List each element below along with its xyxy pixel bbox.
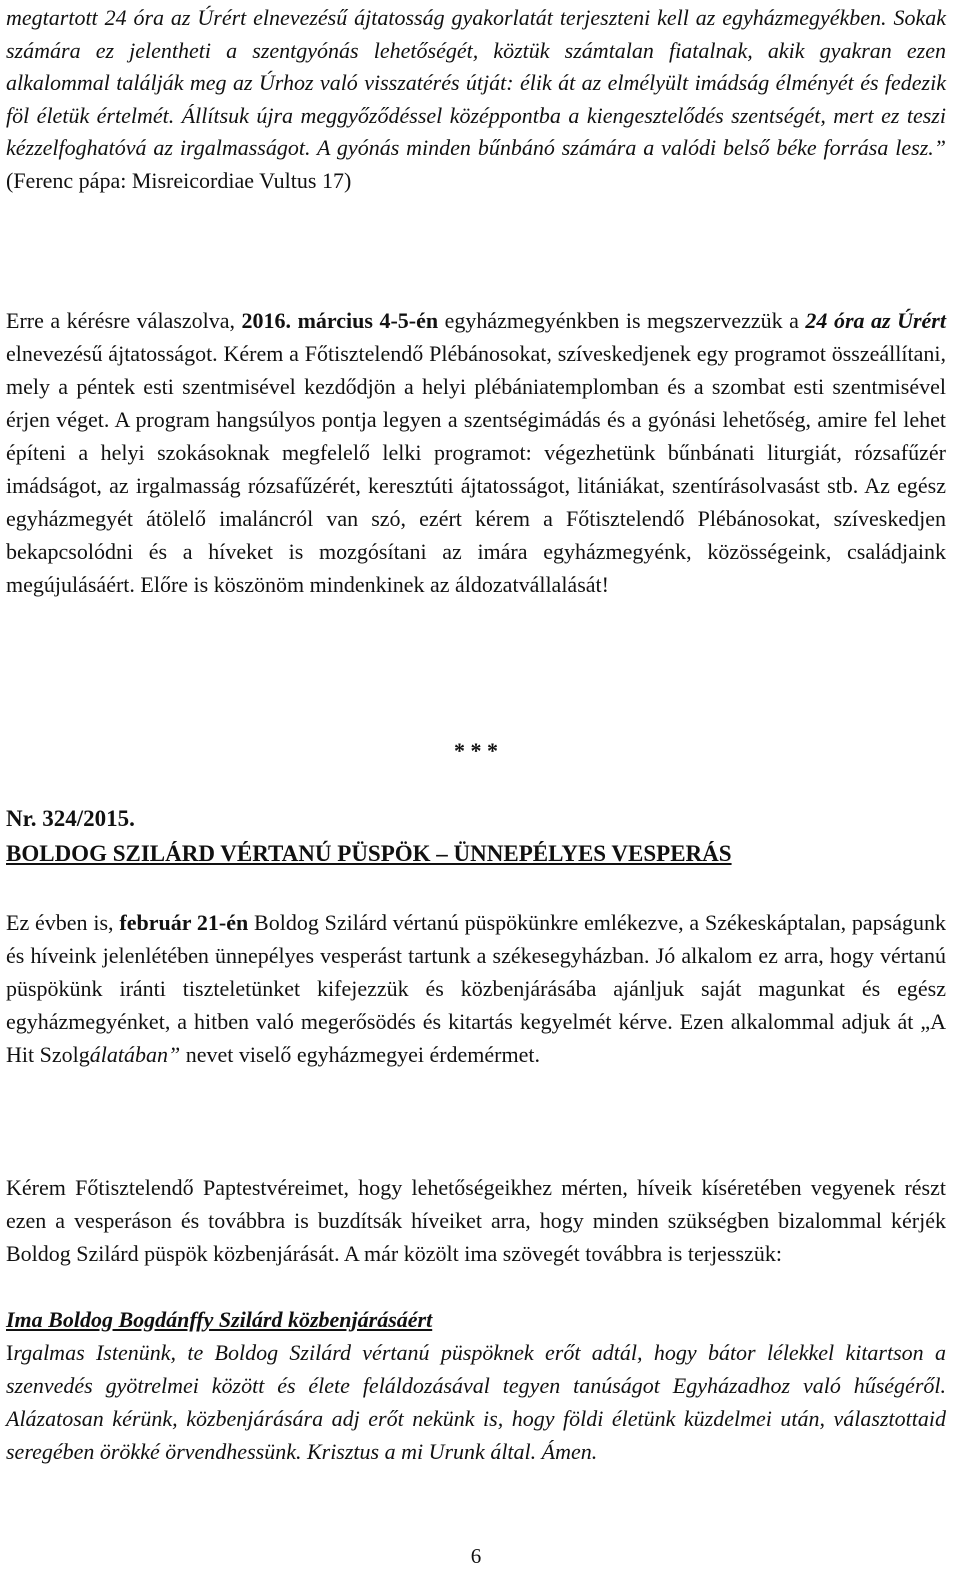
prayer-body: rgalmas Istenünk, te Boldog Szilárd vértanú püspöknek erőt adtál, hogy bátor lélekkel kitartson a szenvedés gyötrelmei között és élete feláldozásával tegyen tanúságot Egyházadhoz való hűségéről. Alázatosan kérünk, közbenjárására adj erőt nekünk is, hogy földi életünk küzdelmei után, választottaid seregében örökké örvendhessünk. Krisztus a mi Urunk által. Ámen. [6, 1340, 946, 1464]
intro-citation: (Ferenc pápa: Misreicordiae Vultus 17) [6, 167, 352, 193]
request-text-3: elnevezésű ájtatosságot. Kérem a Főtisztelendő Plébánosokat, szíveskedjenek egy programot összeállítani, mely a péntek esti szentmisével kezdődjön a helyi plébániatemplomban és a szombat esti szentmisével érjen véget. A program hangsúlyos pontja legyen a szentségimádás és a gyónási lehetőség, amire fel lehet építeni a helyi szokásoknak megfelelő lelki programot: végezhetünk bűnbánati liturgiát, rózsafűzér imádságot, az irgalmasság rózsafűzérét, keresztúti ájtatosságot, litániákat, szentírásolvasást stb. Az egész egyházmegyét átölelő imaláncról van szó, ezért kérem a Főtisztelendő Plébánosokat, szíveskedjen bekapcsolódni és a híveket is mozgósítani az imára egyházmegyénk, közösségeink, családjaink megújulásáért. Előre is köszönöm mindenkinek az áldozatvállalását! [6, 341, 946, 597]
award-name-plain: „A Hit Szolg [6, 1009, 946, 1067]
priests-text: Kérem Főtisztelendő Paptestvéreimet, hogy lehetőségeikhez mérten, híveik kíséretében vegyenek részt ezen a vesperáson és továbbra is buzdítsák híveiket arra, hogy minden szükségben bizalommal kérjék Boldog Szilárd püspök közbenjárását. A már közölt ima szövegét továbbra is terjesszük: [6, 1175, 946, 1266]
prayer-text [6, 1336, 946, 1468]
section-number-text: Nr. 324/2015. [6, 806, 135, 831]
vespers-paragraph [6, 906, 946, 1071]
request-paragraph [6, 304, 946, 601]
award-name-italic: álatában” [89, 1042, 181, 1067]
prayer-first-letter: I [6, 1340, 14, 1365]
vespers-text-2: Boldog Szilárd vértanú püspökünkre emlékezve, a Székeskáptalan, papságunk és híveink jelenlétében ünnepélyes vesperást tartunk a székesegyházban. Jó alkalom ez arra, hogy vértanú püspökünk iránti tiszteletünket kifejezzük és közbenjárásába ajánljuk saját magunkat és egész egyházmegyénket, a hitben való megerősödés és kitartás kegyelmét kérve. Ezen alkalommal adjuk át [6, 910, 947, 1034]
prayer-title [6, 1304, 946, 1336]
vespers-text-3: nevet viselő egyházmegyei érdemérmet. [180, 1042, 540, 1067]
page-number [6, 1543, 946, 1569]
section-title-text: BOLDOG SZILÁRD VÉRTANÚ PÜSPÖK – ÜNNEPÉLYES VESPERÁS [6, 841, 732, 866]
vespers-text-1: Ez évben is, [6, 910, 120, 935]
request-text-2: egyházmegyénkben is megszervezzük a [438, 308, 806, 333]
intro-paragraph [6, 2, 946, 197]
separator-stars: * * * [454, 738, 498, 763]
section-separator [6, 736, 946, 766]
page-number-text: 6 [470, 1544, 482, 1568]
vespers-date: február 21-én [119, 910, 249, 935]
section-title [6, 838, 946, 870]
request-text-1: Erre a kérésre válaszolva, [6, 308, 242, 333]
priests-paragraph [6, 1171, 946, 1270]
event-name: 24 óra az Úrért [805, 308, 946, 333]
prayer-title-text: Ima Boldog Bogdánffy Szilárd közbenjárásáért [6, 1307, 433, 1332]
intro-quote: megtartott 24 óra az Úrért elnevezésű ájtatosság gyakorlatát terjeszteni kell az egyházmegyékben. Sokak számára ez jelentheti a szentgyónás lehetőségét, köztük számtalan fiatalnak, akik gyakran ezen alkalommal találják meg az Úrhoz való visszatérés útját: élik át az elmélyült imádság élményét és fedezik föl életük értelmét. Állítsuk újra meggyőződéssel középpontba a kiengesztelődés szentségét, mert ez teszi kézzelfoghatóvá az irgalmasságot. A gyónás minden bűnbánó számára a valódi belső béke forrása lesz.” [6, 5, 946, 160]
request-date: 2016. március 4-5-én [241, 308, 439, 333]
section-number [6, 803, 946, 835]
